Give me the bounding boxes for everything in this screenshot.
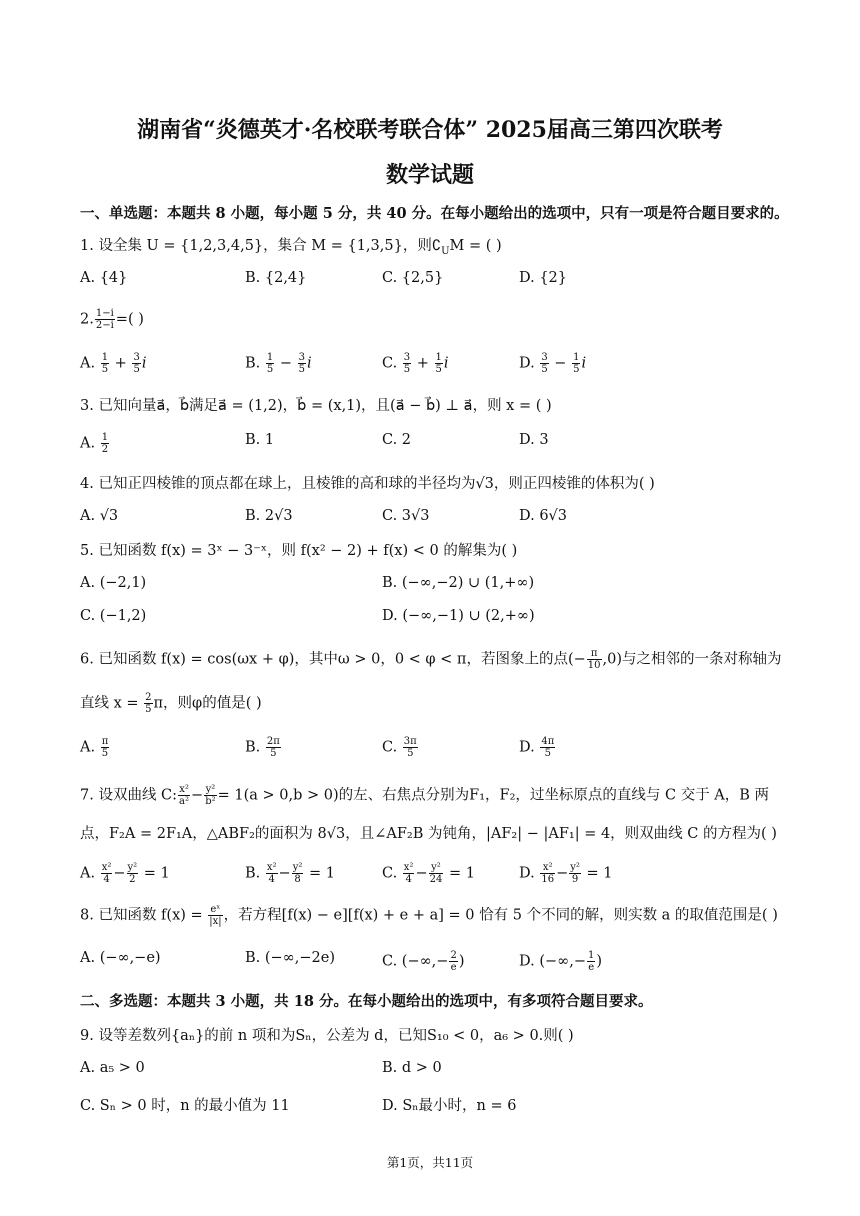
option-b: B. {2,4} <box>245 270 307 286</box>
option-b: B. $\frac{\text{x²}}{4}$ − $\frac{\text{y²}}{8}$ = 1 <box>245 862 335 885</box>
question-5: 5. 已知函数 f(x) = 3ˣ − 3⁻ˣ，则 f(x² − 2) + f(x) < 0 的解集为( ) <box>80 543 518 559</box>
option-c: C. Sₙ > 0 时，n 的最小值为 11 <box>80 1098 290 1114</box>
option-c: C. $\frac{3\pi}{5}$ <box>382 736 417 759</box>
option-d: D. 6√3 <box>519 508 568 524</box>
option-a: A. {4} <box>80 270 128 286</box>
option-a: A. (−2,1) <box>80 575 147 591</box>
option-a: A. $\frac{1}{2}$ <box>80 432 109 455</box>
option-a: A. $\frac{\pi}{5}$ <box>80 736 109 759</box>
option-d: D. (−∞,− $\frac{1}{e}$ ) <box>519 950 603 973</box>
option-d: D. 3 <box>519 432 549 448</box>
option-b: B. (−∞,−2) ∪ (1,+∞) <box>382 575 535 591</box>
question-9: 9. 设等差数列{aₙ}的前 n 项和为Sₙ，公差为 d，已知S₁₀ < 0，a₆ > 0.则( ) <box>80 1028 574 1044</box>
question-8: 8. 已知函数 f(x) = $\frac{\text{eˣ}}{|x|}$ ，若方程[f(x) − e][f(x) + e + a] = 0 恰有 5 个不同的解，则实数 a 的取值范围是( ) <box>80 904 778 927</box>
option-b: B. (−∞,−2e) <box>245 950 335 966</box>
option-d: D. $\frac{4\pi}{5}$ <box>519 736 555 759</box>
question-9-options-row1 <box>80 1060 790 1082</box>
option-c: C. 2 <box>382 432 412 448</box>
option-a: A. $\frac{1}{5}$ + $\frac{3}{5}$ i <box>80 352 147 375</box>
question-2-options <box>80 352 790 374</box>
question-6-line2: 直线 x = $\frac{2}{5}$ π，则φ的值是( ) <box>80 692 262 715</box>
question-4-options <box>80 508 790 530</box>
option-d: D. (−∞,−1) ∪ (2,+∞) <box>382 608 535 624</box>
option-c: C. (−1,2) <box>80 608 147 624</box>
option-b: B. $\frac{2\pi}{5}$ <box>245 736 280 759</box>
question-7-line2: 点，F₂A = 2F₁A，△ABF₂的面积为 8√3，且∠AF₂B 为钝角，|AF₂| − |AF₁| = 4，则双曲线 C 的方程为( ) <box>80 826 777 842</box>
question-6: 6. 已知函数 f(x) = cos(ωx + φ)，其中ω > 0，0 < φ < π，若图象上的点(− $\frac{\pi}{10}$ ,0)与之相邻的一条对称轴为 <box>80 648 782 671</box>
question-5-options-row1 <box>80 575 790 597</box>
page-footer: 第1页，共11页 <box>386 1155 474 1170</box>
question-7: 7. 设双曲线 C: $\frac{\text{x²}}{\text{a²}}$ − $\frac{\text{y²}}{\text{b²}}$ = 1(a > 0,b > 0)的左、右焦点分别为F₁，F₂，过坐标原点的直线与 C 交于 A，B 两 <box>80 784 770 807</box>
question-3-options <box>80 432 790 454</box>
option-c: C. {2,5} <box>382 270 444 286</box>
question-9-options-row2 <box>80 1094 790 1116</box>
section-heading-single-choice: 一、单选题：本题共 8 小题，每小题 5 分，共 40 分。在每小题给出的选项中，只有一项是符合题目要求的。 <box>80 205 789 222</box>
option-d: D. Sₙ最小时，n = 6 <box>382 1098 517 1114</box>
option-d: D. $\frac{\text{x²}}{16}$ − $\frac{\text{y²}}{9}$ = 1 <box>519 862 613 885</box>
option-a: A. (−∞,−e) <box>80 950 161 966</box>
page-subtitle: 数学试题 <box>385 162 474 188</box>
option-d: D. {2} <box>519 270 568 286</box>
option-a: A. $\frac{\text{x²}}{4}$ − $\frac{\text{y²}}{2}$ = 1 <box>80 862 170 885</box>
question-1-options <box>80 270 790 292</box>
option-b: B. $\frac{1}{5}$ − $\frac{3}{5}$ i <box>245 352 312 375</box>
option-c: C. $\frac{\text{x²}}{4}$ − $\frac{\text{y²}}{24}$ = 1 <box>382 862 475 885</box>
option-d: D. $\frac{3}{5}$ − $\frac{1}{5}$ i <box>519 352 587 375</box>
question-1: 1. 设全集 U = {1,2,3,4,5}，集合 M = {1,3,5}，则$∁_UM$ = ( ) <box>80 238 502 257</box>
option-c: C. $\frac{3}{5}$ + $\frac{1}{5}$ i <box>382 352 449 375</box>
option-a: A. a₅ > 0 <box>80 1060 145 1076</box>
question-5-options-row2 <box>80 608 790 630</box>
option-a: A. √3 <box>80 508 119 524</box>
question-3: 3. 已知向量a⃗，b⃗满足a⃗ = (1,2)，b⃗ = (x,1)，且(a⃗ − b⃗) ⊥ a⃗，则 x = ( ) <box>80 398 552 414</box>
question-8-options <box>80 950 790 972</box>
option-b: B. 2√3 <box>245 508 293 524</box>
option-b: B. 1 <box>245 432 275 448</box>
question-6-options <box>80 736 790 758</box>
section-heading-multi-choice: 二、多选题：本题共 3 小题，共 18 分。在每小题给出的选项中，有多项符合题目要求。 <box>80 993 653 1010</box>
option-c: C. 3√3 <box>382 508 430 524</box>
question-7-options <box>80 862 790 884</box>
question-2: 2. $\frac{1-i}{2-i}$ =( ) <box>80 308 144 331</box>
option-b: B. d > 0 <box>382 1060 442 1076</box>
page-title: 湖南省“炎德英才·名校联考联合体” 2025届高三第四次联考 <box>137 117 723 143</box>
option-c: C. (−∞,− $\frac{2}{e}$ ) <box>382 950 465 973</box>
question-4: 4. 已知正四棱锥的顶点都在球上，且棱锥的高和球的半径均为√3，则正四棱锥的体积为( ) <box>80 476 655 492</box>
fraction: $\frac{1-i}{2-i}$ <box>95 308 114 331</box>
